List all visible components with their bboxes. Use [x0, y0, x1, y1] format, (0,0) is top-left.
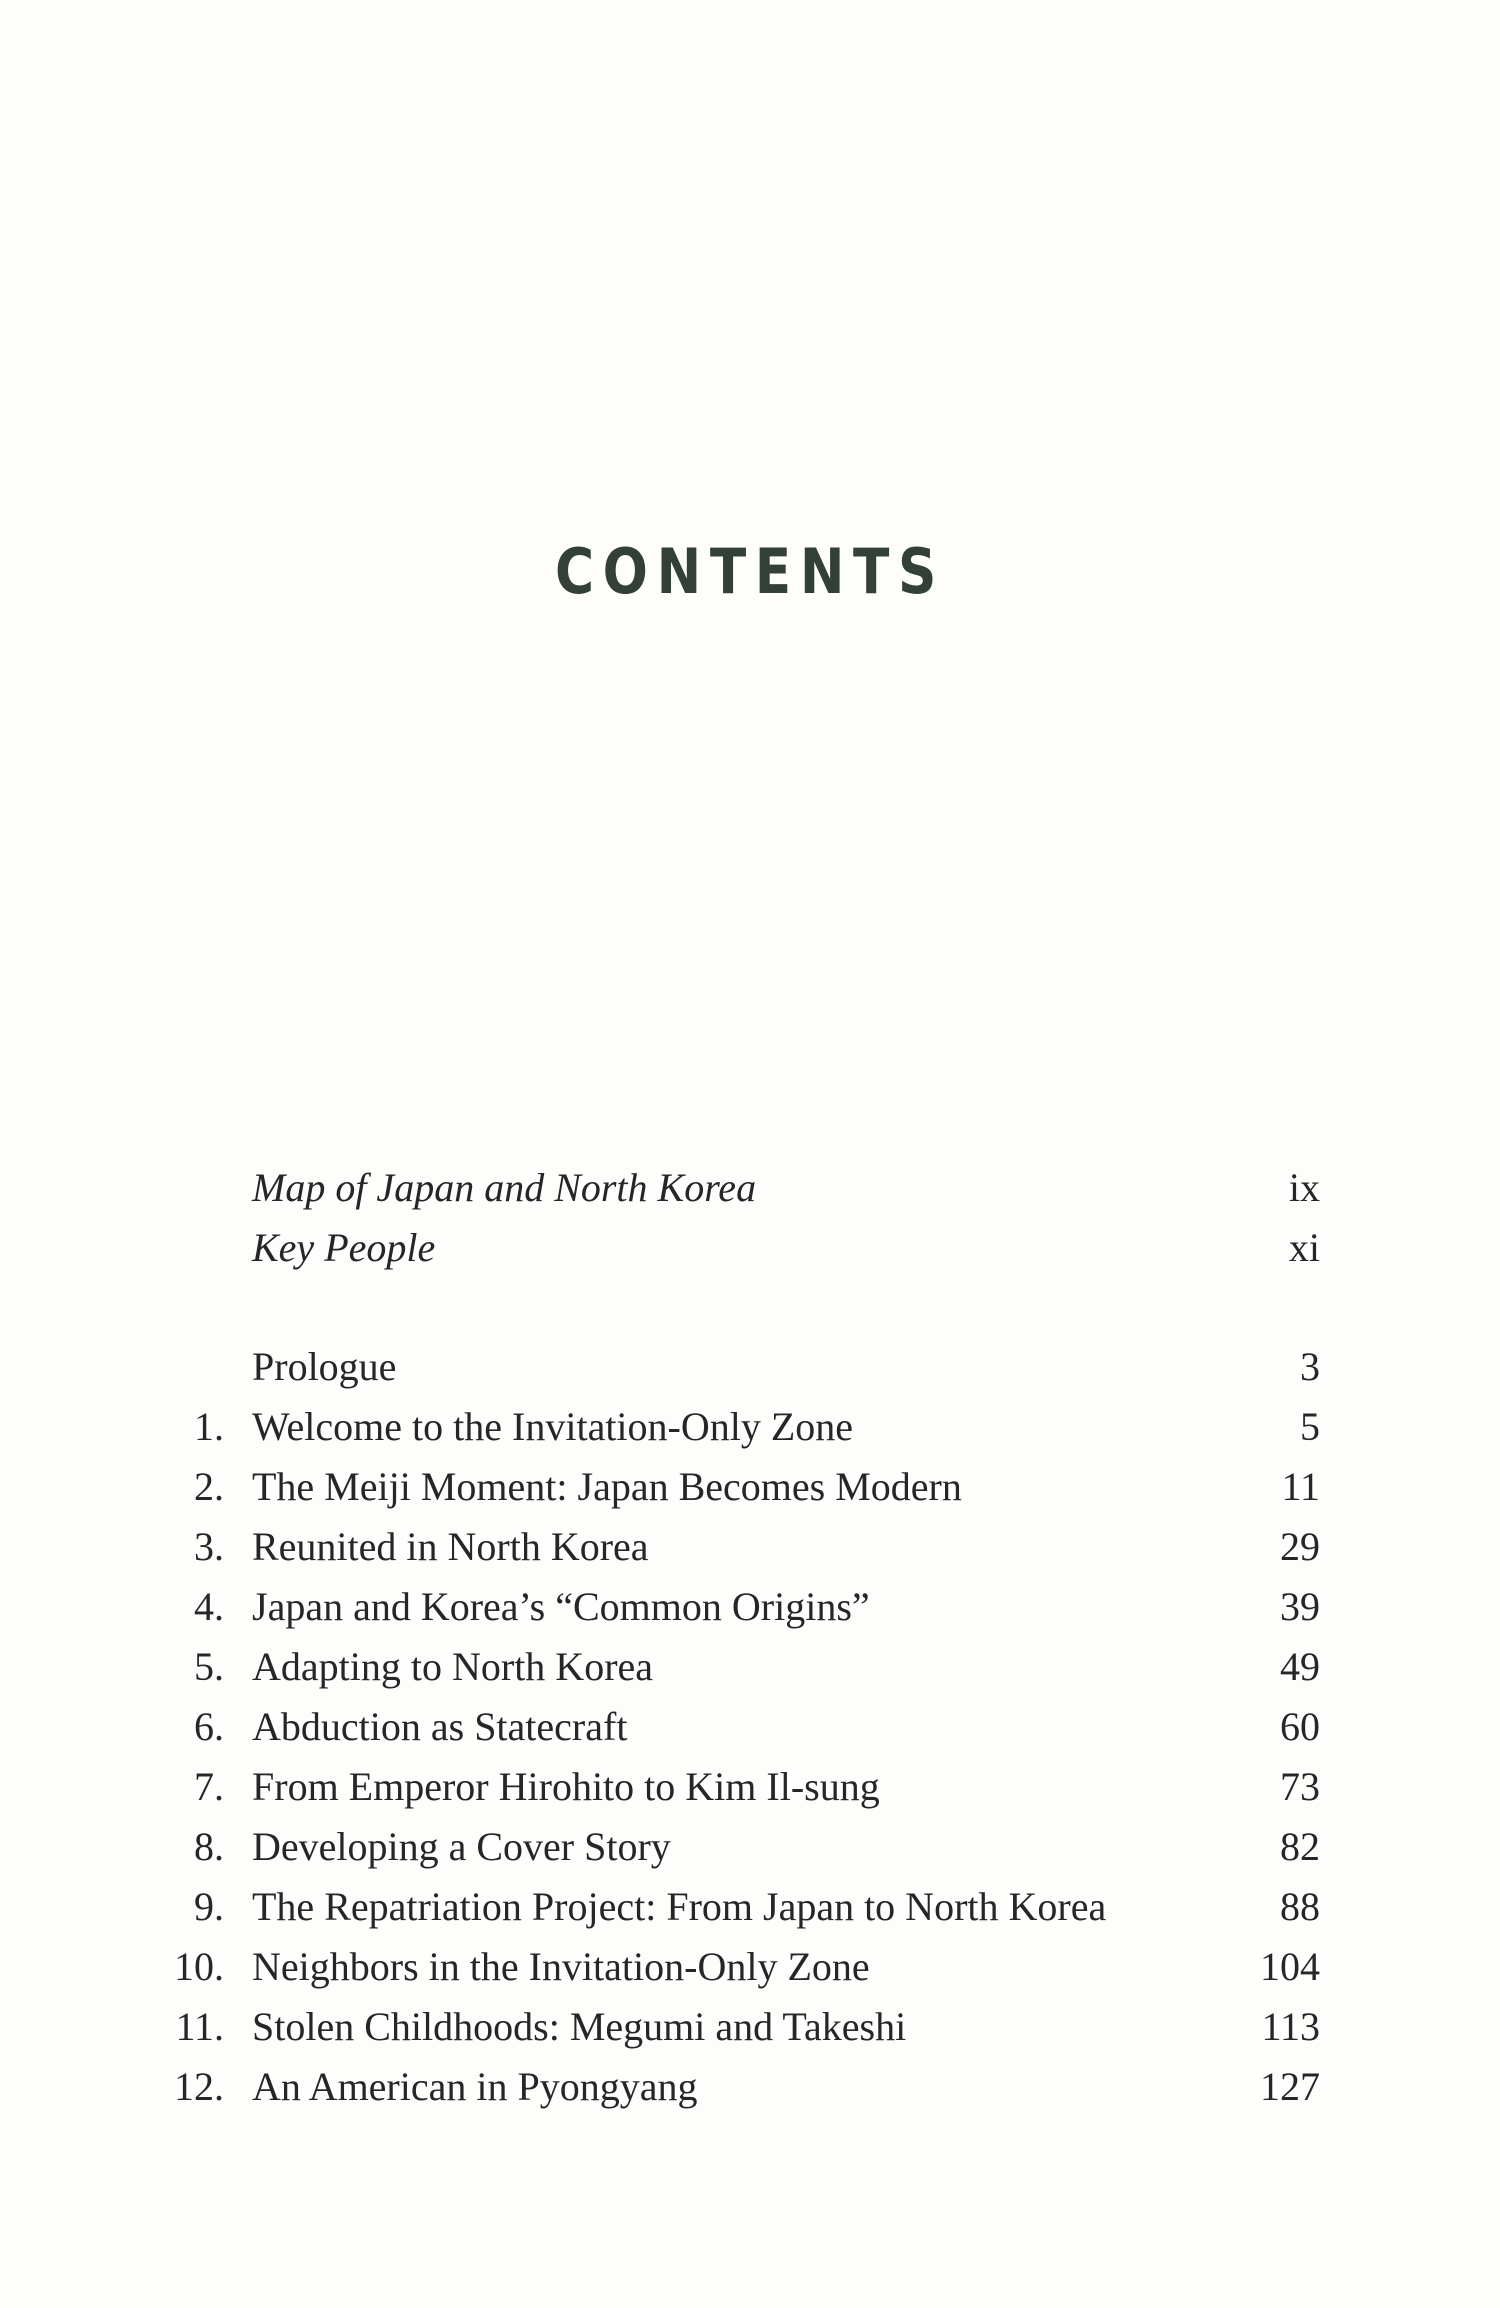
- toc-entry-title: Developing a Cover Story: [252, 1824, 671, 1869]
- toc-entry-page: 127: [1260, 2064, 1320, 2109]
- toc-entry-page: 82: [1280, 1824, 1320, 1869]
- chapter-number: 11.: [175, 2004, 224, 2049]
- toc-entry-chapter-4[interactable]: [0, 1577, 1500, 1637]
- chapter-number: 1.: [194, 1404, 224, 1449]
- toc-entry-chapter-6[interactable]: [0, 1697, 1500, 1757]
- chapter-number: 5.: [194, 1644, 224, 1689]
- chapter-number: 3.: [194, 1524, 224, 1569]
- toc-entry-chapter-7[interactable]: [0, 1757, 1500, 1817]
- contents-heading: CONTENTS: [554, 535, 946, 608]
- toc-entry-title: From Emperor Hirohito to Kim Il-sung: [252, 1764, 880, 1809]
- toc-entry-chapter-10[interactable]: [0, 1937, 1500, 1997]
- toc-entry-title: An American in Pyongyang: [252, 2064, 698, 2109]
- chapter-number: 4.: [194, 1584, 224, 1629]
- toc-entry-key-people[interactable]: [0, 1218, 1500, 1278]
- chapter-number: 6.: [194, 1704, 224, 1749]
- toc-entry-page: 5: [1300, 1404, 1320, 1449]
- toc-entry-page: ix: [1288, 1165, 1320, 1210]
- toc-entry-page: 113: [1261, 2004, 1320, 2049]
- toc-entry-title: Map of Japan and North Korea: [252, 1165, 757, 1210]
- toc-entry-chapter-1[interactable]: [0, 1397, 1500, 1457]
- chapter-number: 2.: [194, 1464, 224, 1509]
- toc-entry-map[interactable]: [0, 1158, 1500, 1218]
- toc-entry-page: 88: [1280, 1884, 1320, 1929]
- toc-entry-chapter-3[interactable]: [0, 1517, 1500, 1577]
- chapter-number: 9.: [194, 1884, 224, 1929]
- toc-entry-page: 39: [1280, 1584, 1320, 1629]
- toc-entry-title: The Repatriation Project: From Japan to North Korea: [252, 1884, 1107, 1929]
- toc-entry-title: Prologue: [252, 1344, 397, 1389]
- toc-entry-chapter-5[interactable]: [0, 1637, 1500, 1697]
- toc-entry-page: 3: [1300, 1344, 1320, 1389]
- chapter-number: 8.: [194, 1824, 224, 1869]
- toc-entry-title: Adapting to North Korea: [252, 1644, 654, 1689]
- toc-entry-page: 11: [1281, 1464, 1320, 1509]
- toc-entry-chapter-8[interactable]: [0, 1817, 1500, 1877]
- toc-entry-title: Welcome to the Invitation-Only Zone: [252, 1404, 854, 1449]
- toc-entry-title: Key People: [252, 1225, 436, 1270]
- toc-entry-page: 73: [1280, 1764, 1320, 1809]
- toc-entry-title: Abduction as Statecraft: [252, 1704, 628, 1749]
- chapter-number: 7.: [194, 1764, 224, 1809]
- toc-entry-chapter-11[interactable]: [0, 1997, 1500, 2057]
- toc-entry-title: Reunited in North Korea: [252, 1524, 649, 1569]
- toc-entry-title: Japan and Korea’s “Common Origins”: [252, 1584, 870, 1629]
- toc-entry-chapter-12[interactable]: [0, 2057, 1500, 2117]
- toc-entry-page: 49: [1280, 1644, 1320, 1689]
- toc-entry-page: xi: [1288, 1225, 1320, 1270]
- toc-entry-prologue[interactable]: [0, 1337, 1500, 1397]
- toc-entry-title: Stolen Childhoods: Megumi and Takeshi: [252, 2004, 907, 2049]
- toc-entry-chapter-9[interactable]: [0, 1877, 1500, 1937]
- toc-entry-chapter-2[interactable]: [0, 1457, 1500, 1517]
- chapter-number: 10.: [174, 1944, 224, 1989]
- toc-entry-page: 29: [1280, 1524, 1320, 1569]
- toc-entry-title: Neighbors in the Invitation-Only Zone: [252, 1944, 870, 1989]
- toc-entry-page: 60: [1280, 1704, 1320, 1749]
- toc-entry-title: The Meiji Moment: Japan Becomes Modern: [252, 1464, 962, 1509]
- toc-entry-page: 104: [1260, 1944, 1320, 1989]
- chapter-number: 12.: [174, 2064, 224, 2109]
